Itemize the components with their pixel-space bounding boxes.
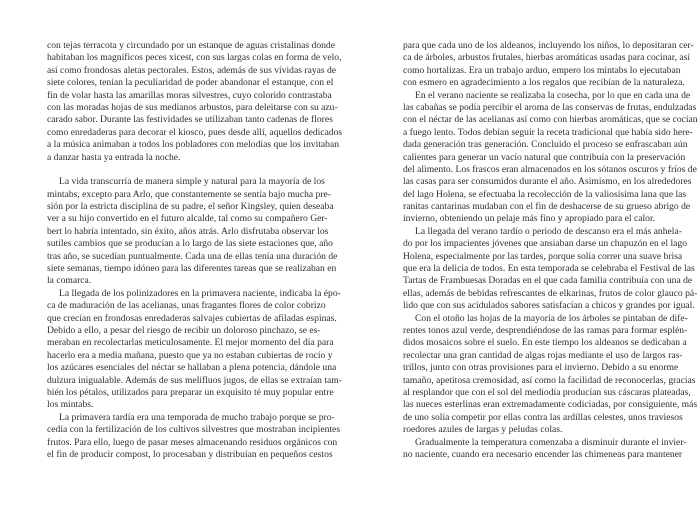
text-line: Holena, especialmente por las tardes, porque solía correr una suave brisa bbox=[403, 250, 683, 262]
text-line: como enredaderas para decorar el kiosco, pues desde allí, aquellos dedicados bbox=[47, 126, 343, 138]
text-line: meraban en recolectarlas meticulosamente. El mejor momento del día para bbox=[47, 337, 334, 349]
text-line: siete colores, tenían la peculiaridad de poder abandonar el estanque, con el bbox=[47, 77, 334, 89]
paragraph bbox=[403, 40, 694, 90]
text-line: para que cada uno de los aldeanos, incluyendo los niños, lo depositaran cer- bbox=[403, 40, 694, 51]
text-line: las casas para ser consumidos durante el año. Asimismo, en los alrededores bbox=[403, 176, 692, 188]
text-line: mintabs, excepto para Arlo, que constantemente se sentía bajo mucha pre- bbox=[47, 188, 331, 200]
text-line: del alimento. Los frascos eran almacenados en los sótanos oscuros y fríos de bbox=[403, 163, 697, 175]
left-page bbox=[47, 40, 343, 461]
text-line: calientes para generar un vacío natural que contribuía con la preservación bbox=[403, 151, 686, 163]
text-line: La llegada de los polinizadores en la primavera naciente, indicaba la épo- bbox=[59, 287, 341, 299]
text-line: los mintabs. bbox=[47, 399, 94, 411]
paragraph bbox=[403, 436, 687, 462]
text-line: siete semanas, tiempo idóneo para las diferentes tareas que se realizaban en bbox=[47, 263, 337, 275]
text-line: roedores azules de largas y peludas colas. bbox=[403, 424, 563, 436]
text-line: con el néctar de las acelianas así como con hierbas aromáticas, que se cocían bbox=[403, 114, 698, 126]
text-line: con esmero en agradecimiento a los regalos que recibían de la naturaleza. bbox=[403, 77, 685, 89]
paragraph bbox=[403, 89, 698, 226]
text-line: frutos. Para ello, luego de pasar meses almacenando residuos orgánicos con bbox=[47, 436, 338, 448]
text-line: ca de maduración de las acelianas, unas fragantes flores de color cobrizo bbox=[47, 300, 326, 312]
text-line: lido que con sus acidulados sabores satisfacían a chicos y grandes por igual. bbox=[403, 300, 695, 312]
paragraph bbox=[47, 411, 341, 462]
text-line: dulzura inigualable. Además de sus melifluos jugos, de ellas se extraían tam- bbox=[47, 374, 342, 386]
text-line: habitaban los magníficos peces xicest, con sus largas colas en forma de velo, bbox=[47, 52, 342, 64]
right-page bbox=[403, 40, 698, 461]
text-line: invierno, obteniendo un pelaje más fino y apropiado para el calor. bbox=[403, 213, 656, 225]
text-line: hacerlo era a media mañana, puesto que ya no estaban cubiertas de rocío y bbox=[47, 349, 333, 361]
text-line: tamaño, apetitosa cremosidad, así como la facilidad de reconocerlas, gracias bbox=[403, 374, 696, 386]
text-line: didos mosaicos sobre el suelo. En este tiempo los aldeanos se dedicaban a bbox=[403, 337, 687, 349]
paragraph bbox=[47, 287, 342, 412]
text-line: así como frondosas aletas pectorales. Estos, además de sus vívidas rayas de bbox=[47, 64, 337, 76]
text-line: bién los pétalos, utilizados para preparar un exquisito té muy popular entre bbox=[47, 386, 334, 398]
text-line: los azúcares esenciales del néctar se hallaban a plena potencia, dándole una bbox=[47, 362, 337, 374]
text-line: al resplandor que con el sol del mediodía producían sus cáscaras plateadas, bbox=[403, 386, 691, 398]
paragraph bbox=[403, 312, 698, 437]
text-line: do por los impacientes jóvenes que ansiaban darse un chapuzón en el lago bbox=[403, 238, 687, 250]
text-line: trillos, junto con otras provisiones para el invierno. Debido a su enorme bbox=[403, 362, 679, 374]
text-line: Debido a ello, a pesar del riesgo de recibir un doloroso pinchazo, se es- bbox=[47, 324, 321, 336]
text-line: ver a su hijo convertido en el futuro alcalde, tal como su compañero Ger- bbox=[47, 213, 328, 225]
text-line: el fin de producir compost, lo procesaban y distribuían en pequeños cestos bbox=[47, 448, 333, 460]
text-line: La primavera tardía era una temporada de mucho trabajo porque se pro- bbox=[59, 411, 335, 423]
text-line: como hortalizas. Era un trabajo arduo, empero los mintabs lo ejecutaban bbox=[403, 64, 681, 76]
text-line: no naciente, cuando era necesario encender las chimeneas para mantener bbox=[403, 448, 683, 460]
paragraph bbox=[403, 225, 698, 313]
text-line: recolectar una gran cantidad de algas rojas mediante el uso de largos ras- bbox=[403, 349, 683, 361]
paragraph bbox=[47, 40, 343, 164]
text-line: del lago Holena, se efectuaba la recolección de la valiosísima lana que las bbox=[403, 188, 687, 200]
text-line: ca de árboles, arbustos frutales, hierbas aromáticas usadas para cocinar, así bbox=[403, 52, 691, 64]
text-line: La vida transcurría de manera simple y natural para la mayoría de los bbox=[59, 176, 325, 188]
text-line: bert lo habría intentado, sin éxito, años atrás. Arlo disfrutaba observar los bbox=[47, 225, 329, 237]
text-line: La llegada del verano tardío o periodo de descanso era el más anhela- bbox=[415, 225, 682, 237]
text-line: de uno solía competir por ellas contra las ardillas celestes, unos traviesos bbox=[403, 411, 683, 423]
text-line: las cabañas se podía percibir el aroma de las conservas de frutas, endulzadas bbox=[403, 101, 697, 113]
text-line: ellas, además de bebidas refrescantes de elkarinas, frutos de color glauco pá- bbox=[403, 287, 698, 299]
text-line: Gradualmente la temperatura comenzaba a disminuir durante el invier- bbox=[415, 436, 687, 448]
text-line: con tejas terracota y circundado por un estanque de aguas cristalinas donde bbox=[47, 40, 335, 51]
text-line: la comarca. bbox=[47, 275, 92, 287]
text-line: sión por la estricta disciplina de su padre, el señor Kingsley, quien deseaba bbox=[47, 201, 334, 213]
text-line: fin de volar hasta las amarillas moras silvestres, cuyo colorido contrastaba bbox=[47, 89, 332, 101]
text-line: dada generación tras generación. Concluido el proceso se enfrascaban aún bbox=[403, 139, 688, 151]
text-line: cedía con la fertilización de los cultivos silvestres que mostraban incipientes bbox=[47, 424, 341, 436]
text-line: que era la delicia de todos. En esta temporada se celebraba el Festival de las bbox=[403, 263, 695, 275]
paragraph bbox=[47, 176, 338, 288]
text-line: Con el otoño las hojas de la mayoría de los árboles se pintaban de dife- bbox=[415, 312, 688, 324]
text-line: las nueces esterlinas eran extremadamente codiciadas, por consiguiente, más bbox=[403, 399, 698, 411]
text-line: a fuego lento. Todos debían seguir la receta tradicional que había sido here- bbox=[403, 126, 693, 138]
text-line: tras año, se sucedían puntualmente. Cada una de ellas tenía una duración de bbox=[47, 250, 338, 262]
text-line: Tartas de Frambuesas Doradas en el que cada familia contribuía con una de bbox=[403, 275, 693, 287]
text-line: carado sabor. Durante las festividades se utilizaban tanto cadenas de flores bbox=[47, 114, 333, 126]
text-line: con las moradas hojas de sus medianos arbustos, para deleitarse con su azu- bbox=[47, 101, 338, 113]
text-line: rentes tonos azul verde, desprendiéndose de las ramas para formar esplén- bbox=[403, 324, 688, 336]
text-line: ranitas cantarinas mudaban con el fin de deshacerse de su grueso abrigo de bbox=[403, 201, 691, 213]
text-line: sutiles cambios que se producían a lo largo de las siete estaciones que, año bbox=[47, 238, 333, 250]
text-line: que crecían en frondosas enredaderas salvajes cubiertas de afiladas espinas. bbox=[47, 312, 337, 324]
text-line: a la música animaban a todos los pobladores con melodías que los invitaban bbox=[47, 139, 340, 151]
text-line: a danzar hasta ya entrada la noche. bbox=[47, 151, 181, 163]
text-line: En el verano naciente se realizaba la cosecha, por lo que en cada una de bbox=[415, 89, 691, 101]
